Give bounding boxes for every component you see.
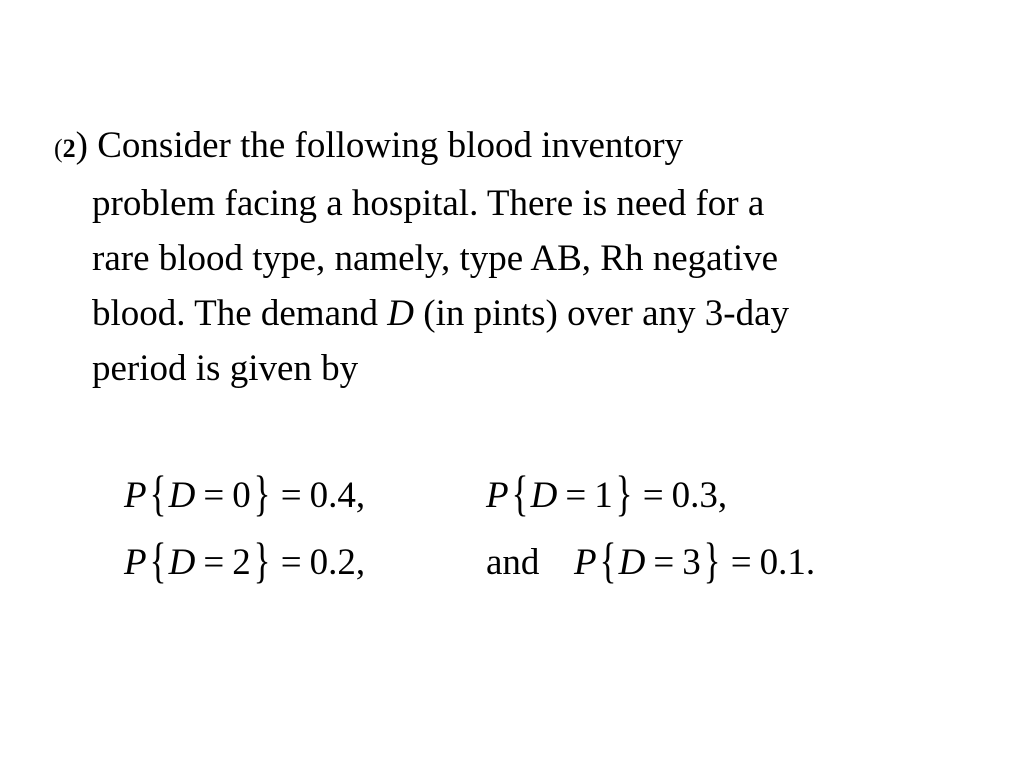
equation-row-2 (0, 533, 1024, 593)
d-symbol: D (530, 475, 558, 516)
close-brace: } (703, 532, 721, 588)
open-brace: { (599, 532, 617, 588)
equals-sign: = (642, 475, 664, 516)
problem-statement (54, 118, 974, 396)
demand-value: 3 (682, 542, 701, 583)
p-symbol: P (486, 475, 509, 516)
problem-text-line-3: rare blood type, namely, type AB, Rh negative (92, 238, 779, 279)
problem-text-line-1: Consider the following blood inventory (88, 125, 684, 166)
probability-equation (574, 533, 815, 593)
problem-text-line-2: problem facing a hospital. There is need for a (92, 183, 765, 224)
d-symbol: D (168, 475, 196, 516)
open-brace: { (149, 465, 167, 521)
equals-sign: = (565, 475, 587, 516)
demand-value: 1 (594, 475, 613, 516)
close-brace: } (615, 465, 633, 521)
open-brace: { (149, 532, 167, 588)
probability-value: 0.3, (671, 475, 728, 516)
and-word: and (486, 542, 540, 583)
close-brace: } (253, 465, 271, 521)
demand-value: 0 (232, 475, 251, 516)
d-symbol: D (618, 542, 646, 583)
open-brace: { (511, 465, 529, 521)
d-symbol: D (168, 542, 196, 583)
equals-sign: = (730, 542, 752, 583)
close-brace: } (253, 532, 271, 588)
equals-sign: = (203, 542, 225, 583)
p-symbol: P (124, 542, 147, 583)
probability-value: 0.4, (309, 475, 366, 516)
probability-value: 0.2, (309, 542, 366, 583)
problem-number-open: ( (54, 134, 63, 163)
demand-variable: D (387, 293, 414, 334)
equals-sign: = (203, 475, 225, 516)
p-symbol: P (574, 542, 597, 583)
problem-number-close: ) (75, 125, 88, 166)
equals-sign: = (280, 475, 302, 516)
problem-line-4 (54, 286, 974, 341)
problem-line-1 (54, 118, 974, 176)
probability-equation (486, 466, 727, 526)
equation-row-1 (0, 466, 1024, 526)
p-symbol: P (124, 475, 147, 516)
problem-text-line-5: period is given by (92, 348, 359, 389)
probability-value: 0.1. (759, 542, 816, 583)
demand-value: 2 (232, 542, 251, 583)
equals-sign: = (280, 542, 302, 583)
problem-text-line-4a: blood. The demand (92, 293, 388, 334)
probability-equation (124, 466, 365, 526)
probability-equation (124, 533, 365, 593)
problem-number: 2 (62, 134, 76, 163)
problem-text-line-4b: (in pints) over any 3-day (414, 293, 790, 334)
equals-sign: = (653, 542, 675, 583)
